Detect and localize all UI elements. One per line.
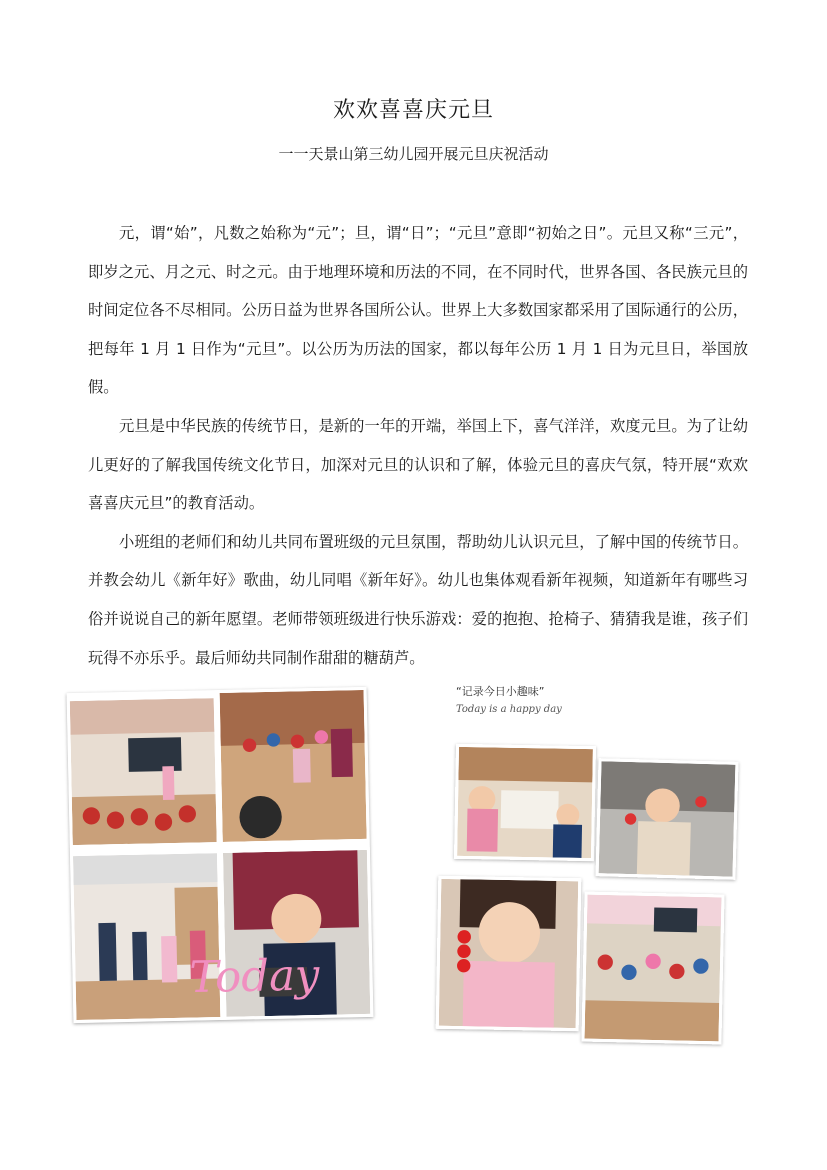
paragraph-3: 小班组的老师们和幼儿共同布置班级的元旦氛围，帮助幼儿认识元旦，了解中国的传统节日。并教会幼儿《新年好》歌曲，幼儿同唱《新年好》。幼儿也集体观看新年视频，知道新年有哪些习俗并说说自己的新年愿望。老师带领班级进行快乐游戏：爱的抱抱、抢椅子、猜猜我是谁，孩子们玩得不亦乐乎。最后师幼共同制作甜甜的糖葫芦。 [88,532,748,667]
document-body [88,214,748,677]
collage-photo-6 [595,758,738,880]
collage-photo-8 [581,892,724,1045]
paragraph-2: 元旦是中华民族的传统节日，是新的一年的开端，举国上下，喜气洋洋，欢度元旦。为了让幼儿更好的了解我国传统文化节日，加深对元旦的认识和了解，体验元旦的喜庆气氛，特开展“欢欢喜喜庆元旦”的教育活动。 [88,416,748,513]
paragraph-1: 元，谓“始”，凡数之始称为“元”；旦，谓“日”；“元旦”意即“初始之日”。元旦又称“三元”，即岁之元、月之元、时之元。由于地理环境和历法的不同，在不同时代，世界各国、各民族元旦的时间定位各不尽相同。公历日益为世界各国所公认。世界上大多数国家都采用了国际通行的公历，把每年 1 月 1 日作为“元旦”。以公历为历法的国家，都以每年公历 1 月 1 日为元旦日，举国放假。 [88,224,748,397]
caption-english: Today is a happy day [456,704,562,715]
photo-collage-left [67,687,374,1023]
collage-photo-7 [436,876,582,1031]
svg-text:Today: Today [189,950,320,1004]
caption-chinese: “记录今日小趣味” [456,685,545,698]
classroom-photo-1 [67,695,220,848]
document-subtitle: 一一天景山第三幼儿园开展元旦庆祝活动 [278,145,549,163]
classroom-photo-2 [217,687,370,845]
document-title: 欢欢喜喜庆元旦 [332,98,494,123]
today-script-overlay [182,936,374,1015]
collage-photo-5 [454,744,596,861]
collage-caption [456,683,562,719]
